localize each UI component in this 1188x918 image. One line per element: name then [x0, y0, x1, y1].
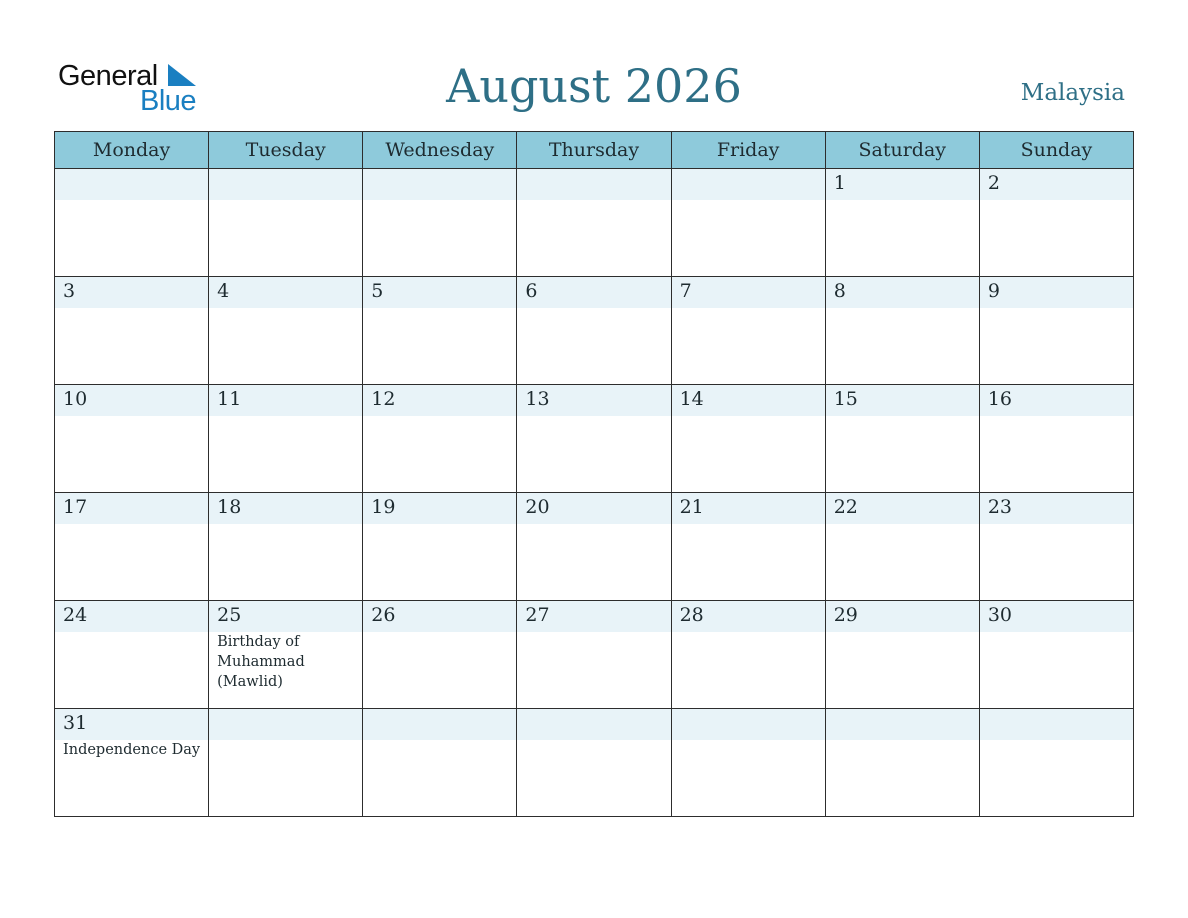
week-row — [55, 277, 1134, 385]
day-cell — [209, 385, 363, 493]
day-number: 3 — [55, 277, 208, 308]
day-number: 16 — [980, 385, 1133, 416]
day-cell — [825, 385, 979, 493]
weekday-header: Friday — [671, 132, 825, 169]
day-number — [517, 169, 670, 200]
holiday-label: Birthday of Muhammad (Mawlid) — [217, 634, 305, 690]
day-cell — [55, 709, 209, 817]
day-cell — [979, 169, 1133, 277]
day-cell — [209, 601, 363, 709]
day-cell — [363, 385, 517, 493]
day-cell — [517, 169, 671, 277]
day-cell — [979, 385, 1133, 493]
day-number — [55, 169, 208, 200]
holiday-label: Independence Day — [63, 742, 201, 758]
day-cell — [671, 169, 825, 277]
day-cell — [979, 709, 1133, 817]
day-number: 24 — [55, 601, 208, 632]
weekday-header: Thursday — [517, 132, 671, 169]
week-row — [55, 385, 1134, 493]
day-number — [363, 169, 516, 200]
day-number — [672, 169, 825, 200]
day-number — [363, 709, 516, 740]
day-number: 23 — [980, 493, 1133, 524]
day-number: 6 — [517, 277, 670, 308]
day-cell — [825, 169, 979, 277]
day-cell — [55, 601, 209, 709]
day-number: 2 — [980, 169, 1133, 200]
day-number: 10 — [55, 385, 208, 416]
day-number: 31 — [55, 709, 208, 740]
day-cell — [363, 601, 517, 709]
day-cell — [517, 385, 671, 493]
day-number: 25 — [209, 601, 362, 632]
day-number: 1 — [826, 169, 979, 200]
day-cell — [517, 709, 671, 817]
weekday-header: Tuesday — [209, 132, 363, 169]
day-cell — [671, 709, 825, 817]
day-number — [209, 169, 362, 200]
day-cell — [209, 709, 363, 817]
weekday-header: Saturday — [825, 132, 979, 169]
day-cell — [517, 601, 671, 709]
week-row — [55, 709, 1134, 817]
day-number: 9 — [980, 277, 1133, 308]
day-cell — [209, 169, 363, 277]
day-cell — [825, 277, 979, 385]
day-number: 12 — [363, 385, 516, 416]
day-number: 28 — [672, 601, 825, 632]
day-cell — [55, 385, 209, 493]
weekday-header: Wednesday — [363, 132, 517, 169]
day-number: 11 — [209, 385, 362, 416]
day-number: 13 — [517, 385, 670, 416]
day-cell — [671, 385, 825, 493]
day-cell — [209, 277, 363, 385]
day-number: 14 — [672, 385, 825, 416]
brand-name-blue: Blue — [140, 85, 197, 117]
week-row — [55, 601, 1134, 709]
day-cell — [209, 493, 363, 601]
weekday-header: Monday — [55, 132, 209, 169]
day-cell — [363, 709, 517, 817]
day-cell — [517, 277, 671, 385]
day-number: 8 — [826, 277, 979, 308]
day-cell — [825, 493, 979, 601]
day-number: 20 — [517, 493, 670, 524]
day-cell — [979, 601, 1133, 709]
day-number: 5 — [363, 277, 516, 308]
day-number: 29 — [826, 601, 979, 632]
weekday-header: Sunday — [979, 132, 1133, 169]
day-number: 21 — [672, 493, 825, 524]
day-cell — [517, 493, 671, 601]
day-cell — [979, 277, 1133, 385]
day-cell — [363, 169, 517, 277]
day-cell — [671, 277, 825, 385]
brand-name-general: General — [58, 60, 158, 92]
week-row — [55, 493, 1134, 601]
day-number — [672, 709, 825, 740]
day-number: 30 — [980, 601, 1133, 632]
day-number — [980, 709, 1133, 740]
day-number — [209, 709, 362, 740]
day-number: 22 — [826, 493, 979, 524]
day-cell — [671, 493, 825, 601]
day-cell — [55, 493, 209, 601]
day-cell — [825, 601, 979, 709]
day-number — [826, 709, 979, 740]
day-number: 18 — [209, 493, 362, 524]
day-cell — [671, 601, 825, 709]
page-title: August 2026 — [446, 59, 742, 113]
day-cell — [825, 709, 979, 817]
day-number — [517, 709, 670, 740]
day-number: 26 — [363, 601, 516, 632]
country-label: Malaysia — [1020, 80, 1125, 106]
day-number: 19 — [363, 493, 516, 524]
day-number: 17 — [55, 493, 208, 524]
week-row — [55, 169, 1134, 277]
day-cell — [363, 493, 517, 601]
day-number: 15 — [826, 385, 979, 416]
day-cell — [55, 277, 209, 385]
day-cell — [979, 493, 1133, 601]
month-calendar — [54, 131, 1134, 817]
day-number: 7 — [672, 277, 825, 308]
day-number: 27 — [517, 601, 670, 632]
day-cell — [363, 277, 517, 385]
weekday-header-row — [55, 132, 1134, 169]
day-cell — [55, 169, 209, 277]
day-number: 4 — [209, 277, 362, 308]
brand-logo — [58, 60, 208, 116]
